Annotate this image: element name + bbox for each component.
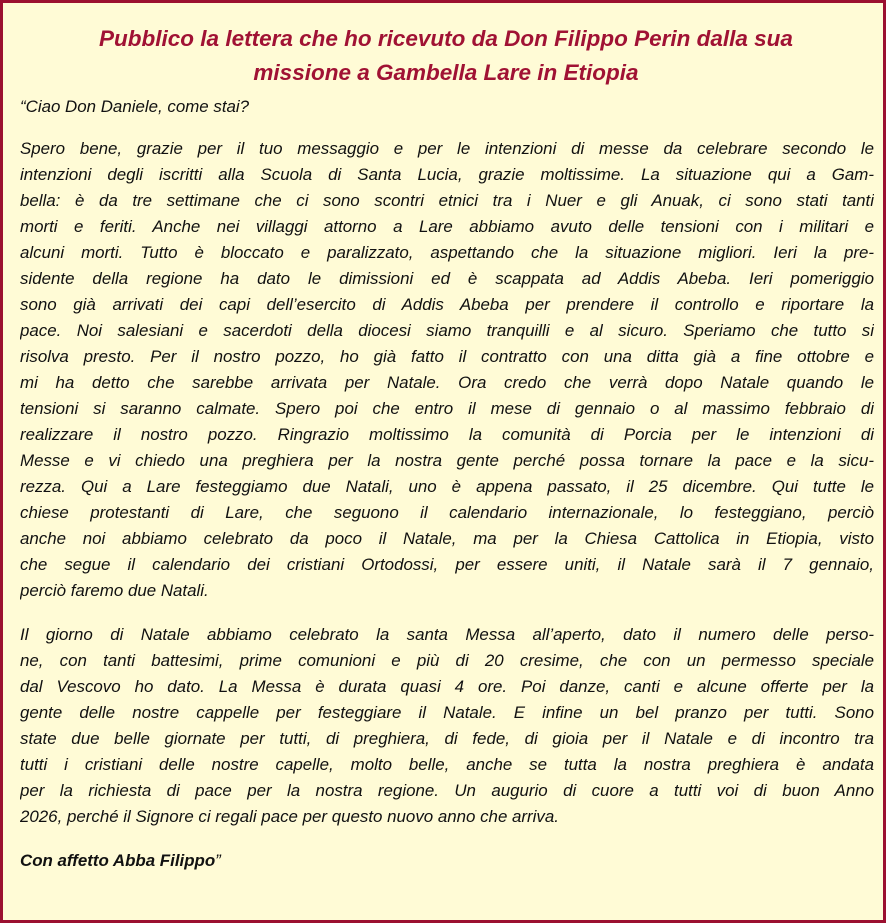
signature (20, 849, 874, 873)
signature-name: Con affetto Abba Filippo (20, 851, 216, 870)
paragraph-line: gente delle nostre cappelle per festeggiare il Natale. E infine un bel pranzo per tutti. Sono (20, 703, 874, 722)
paragraph-line: morti e feriti. Anche nei villaggi attorno a Lare abbiamo avuto delle tensioni con i militari e (20, 217, 874, 236)
paragraph-line: chiese protestanti di Lare, che seguono il calendario internazionale, lo festeggiano, perciò (20, 503, 874, 522)
paragraph-line: sono già arrivati dei capi dell’esercito di Addis Abeba per prendere il controllo e riportare la (20, 295, 874, 314)
paragraph-line: state due belle giornate per tutti, di preghiera, di fede, di gioia per il Natale e di incontro tra (20, 729, 874, 748)
paragraph-line: alcuni morti. Tutto è bloccato e paralizzato, aspettando che la situazione migliori. Ieri la pre- (20, 243, 874, 262)
greeting: “Ciao Don Daniele, come stai? (20, 97, 250, 116)
paragraph-line: ne, con tanti battesimi, prime comunioni e più di 20 cresime, che con un permesso speciale (20, 651, 874, 670)
paragraph-line: tutti i cristiani delle nostre capelle, molto belle, anche se tutta la nostra preghiera è andata (20, 755, 874, 774)
paragraph-line: intenzioni degli iscritti alla Scuola di Santa Lucia, grazie moltissime. La situazione qui a Gam- (20, 165, 874, 184)
paragraph-line: Spero bene, grazie per il tuo messaggio e per le intenzioni di messe da celebrare secondo le (20, 139, 874, 158)
paragraph-line: dal Vescovo ho dato. La Messa è durata quasi 4 ore. Poi danze, canti e alcune offerte per la (20, 677, 874, 696)
paragraph-line: realizzare il nostro pozzo. Ringrazio moltissimo la comunità di Porcia per le intenzioni di (20, 425, 874, 444)
paragraph-line: Messe e vi chiedo una preghiera per la nostra gente perché possa tornare la pace e la sicu- (20, 451, 874, 470)
paragraph-line: bella: è da tre settimane che ci sono scontri etnici tra i Nuer e gli Anuak, ci sono stati tanti (20, 191, 874, 210)
paragraph-line: sidente della regione ha dato le dimissioni ed è scappata ad Addis Abeba. Ieri pomeriggio (20, 269, 874, 288)
paragraph-line: anche noi abbiamo celebrato da poco il Natale, ma per la Chiesa Cattolica in Etiopia, visto (20, 529, 874, 548)
paragraph-line: perciò faremo due Natali. (20, 581, 209, 600)
paragraph-line: risolva presto. Per il nostro pozzo, ho già fatto il contratto con una ditta già a fine ottobre e (20, 347, 874, 366)
paragraph-line: rezza. Qui a Lare festeggiamo due Natali, uno è appena passato, il 25 dicembre. Qui tutte le (20, 477, 874, 496)
paragraph-line: tensioni si saranno calmate. Spero poi che entro il mese di gennaio o al massimo febbraio di (20, 399, 874, 418)
closing-quote: ” (215, 851, 221, 870)
title-line-1: Pubblico la lettera che ho ricevuto da Don Filippo Perin dalla sua (99, 26, 793, 51)
paragraph-line: 2026, perché il Signore ci regali pace per questo nuovo anno che arriva. (20, 807, 559, 826)
paragraph-line: mi ha detto che sarebbe arrivata per Natale. Ora credo che verrà dopo Natale quando le (20, 373, 874, 392)
title-line-2: missione a Gambella Lare in Etiopia (253, 60, 639, 85)
paragraph-line: Il giorno di Natale abbiamo celebrato la santa Messa all’aperto, dato il numero delle perso- (20, 625, 874, 644)
paragraph-line: per la richiesta di pace per la nostra regione. Un augurio di cuore a tutti voi di buon Anno (20, 781, 874, 800)
paragraph-line: pace. Noi salesiani e sacerdoti della diocesi siamo tranquilli e al sicuro. Speriamo che tutto si (20, 321, 874, 340)
paragraph-line: che segue il calendario dei cristiani Ortodossi, per essere uniti, il Natale sarà il 7 gennaio, (20, 555, 874, 574)
